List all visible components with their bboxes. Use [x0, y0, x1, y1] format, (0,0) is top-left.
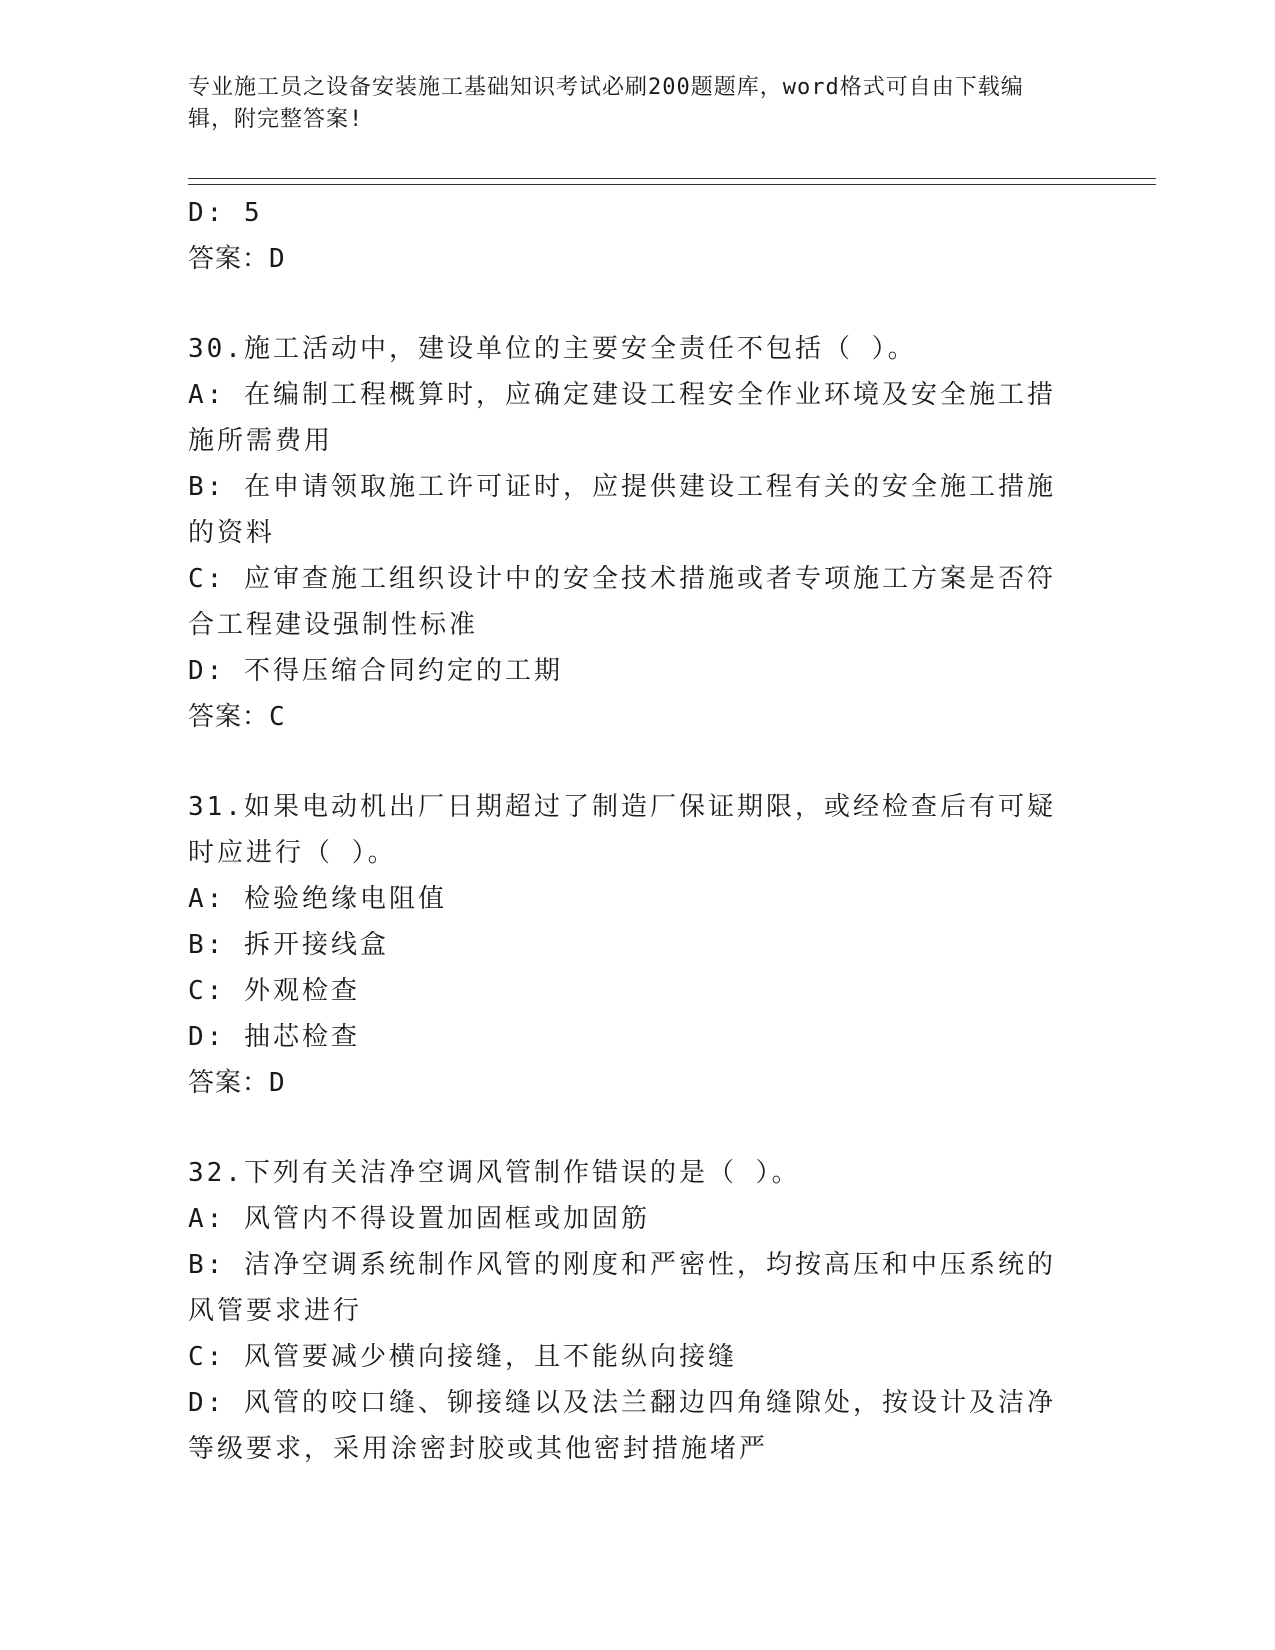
answer-line: 答案：C	[188, 702, 286, 732]
option-c: C: 风管要减少横向接缝，且不能纵向接缝	[188, 1342, 737, 1372]
question-stem: 30.施工活动中，建设单位的主要安全责任不包括（ ）。	[188, 334, 917, 364]
header-divider	[188, 178, 1156, 185]
option-d: D: 风管的咬口缝、铆接缝以及法兰翻边四角缝隙处，按设计及洁净等级要求，采用涂密封胶或其他密封措施堵严	[188, 1388, 1056, 1464]
option-a: A: 检验绝缘电阻值	[188, 884, 447, 914]
question-30	[188, 326, 1068, 740]
answer-line: 答案：D	[188, 1068, 286, 1098]
previous-question-tail	[188, 190, 1068, 282]
header-title: 专业施工员之设备安装施工基础知识考试必刷200题题库，word格式可自由下载编辑，附完整答案!	[188, 75, 1024, 132]
option-d: D: 5	[188, 198, 263, 228]
option-b: B: 洁净空调系统制作风管的刚度和严密性，均按高压和中压系统的风管要求进行	[188, 1250, 1056, 1326]
option-c: C: 外观检查	[188, 976, 360, 1006]
option-c: C: 应审查施工组织设计中的安全技术措施或者专项施工方案是否符合工程建设强制性标准	[188, 564, 1056, 640]
page-header	[188, 72, 1068, 136]
question-stem: 31.如果电动机出厂日期超过了制造厂保证期限，或经检查后有可疑时应进行（ ）。	[188, 792, 1056, 868]
question-31	[188, 784, 1068, 1106]
option-d: D: 不得压缩合同约定的工期	[188, 656, 563, 686]
option-d: D: 抽芯检查	[188, 1022, 360, 1052]
option-b: B: 拆开接线盒	[188, 930, 389, 960]
option-b: B: 在申请领取施工许可证时，应提供建设工程有关的安全施工措施的资料	[188, 472, 1056, 548]
answer-line: 答案：D	[188, 244, 286, 274]
question-list	[188, 190, 1068, 1472]
option-a: A: 在编制工程概算时，应确定建设工程安全作业环境及安全施工措施所需费用	[188, 380, 1056, 456]
question-32	[188, 1150, 1068, 1472]
question-stem: 32.下列有关洁净空调风管制作错误的是（ ）。	[188, 1158, 801, 1188]
option-a: A: 风管内不得设置加固框或加固筋	[188, 1204, 650, 1234]
